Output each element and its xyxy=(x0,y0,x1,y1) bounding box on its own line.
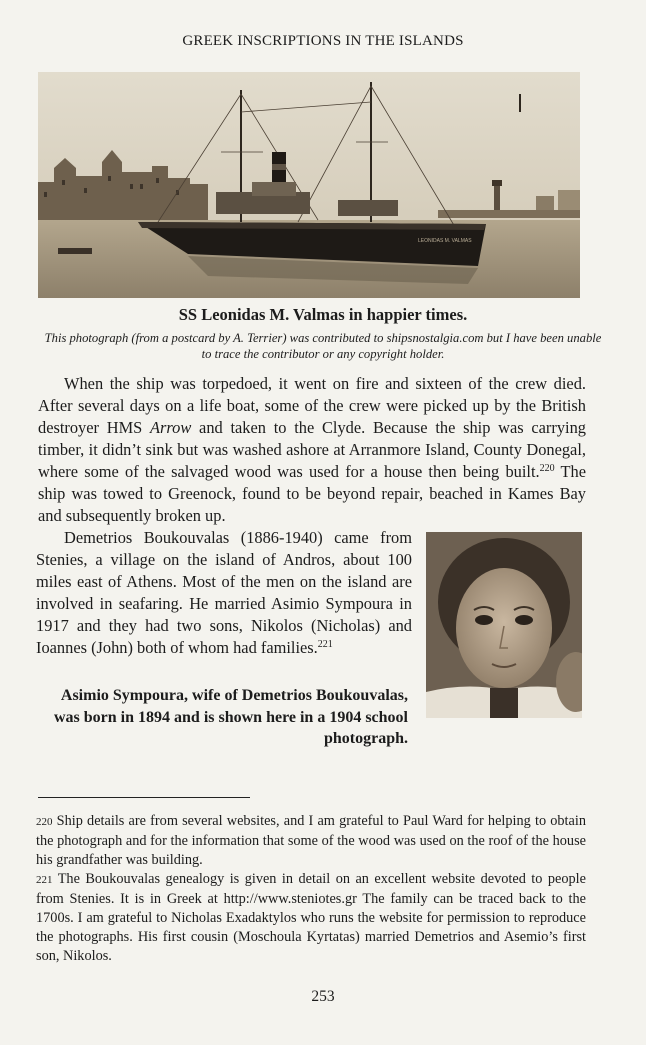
para2-text: Demetrios Boukouvalas (1886-1940) came from Stenies, a village on the island of Andros, about 100 miles east of Athens. Most of the men on the island are involved in seafaring. He married Asimio Sympoura in 1917 and they had two sons, Nikolos (Nicholas) and Ioannes (John) both of whom had families. xyxy=(36,528,412,657)
footnote-divider xyxy=(38,797,250,798)
footnote-text: Ship details are from several websites, and I am grateful to Paul Ward for helping to obtain the photograph and for the information that some of the wood was used on the roof of the house his grandfather was building. xyxy=(36,813,586,868)
footnote-220 xyxy=(36,812,586,870)
footnote-ref-220: 220 xyxy=(539,463,555,474)
footnote-number: 221 xyxy=(36,874,53,886)
para1-text-b: and taken to the Clyde. Because the ship was carrying timber, it didn’t sink but was washed ashore at Arranmore Island, County Donegal, where some of the salvaged wood was used for a house then being built. xyxy=(38,418,586,481)
para1-ship-name: Arrow xyxy=(150,418,192,437)
para1-text-a: When the ship was torpedoed, it went on fire and sixteen of the crew died. After several days on a life boat, some of the crew were picked up by the British destroyer HMS xyxy=(38,374,586,437)
body-paragraph-2 xyxy=(36,527,412,659)
running-title: GREEK INSCRIPTIONS IN THE ISLANDS xyxy=(182,33,464,49)
footnote-221 xyxy=(36,870,586,966)
page-number: 253 xyxy=(311,988,335,1005)
hull-name-lettering: LEONIDAS M. VALMAS xyxy=(418,238,472,244)
ship-photograph xyxy=(38,72,580,298)
portrait-photograph xyxy=(426,532,582,718)
footnote-ref-221: 221 xyxy=(317,639,333,650)
portrait-caption: Asimio Sympoura, wife of Demetrios Boukouvalas, was born in 1894 and is shown here in a 1904 school photograph. xyxy=(54,687,408,747)
para1-text-c: The ship was towed to Greenock, found to be beyond repair, beached in Kames Bay and subsequently broken up. xyxy=(38,462,586,525)
footnotes xyxy=(36,812,586,966)
ship-photo-caption: SS Leonidas M. Valmas in happier times. xyxy=(178,305,468,324)
footnote-number: 220 xyxy=(36,816,53,828)
footnote-text: The Boukouvalas genealogy is given in detail on an excellent website devoted to people from Stenies. It is in Greek at http://www.steniotes.gr The family can be traced back to the 1700s. I am grateful to Nicholas Exadaktylos who runs the website for permission to reproduce the photographs. His first cousin (Moschoula Kyrtatas) married Demetrios and Asemio’s first son, Nikolos. xyxy=(36,871,586,964)
body-paragraph-1 xyxy=(38,373,586,527)
ship-photo-credit: This photograph (from a postcard by A. Terrier) was contributed to shipsnostalgia.com but I have been unable to trace the contributor or any copyright holder. xyxy=(44,331,602,361)
